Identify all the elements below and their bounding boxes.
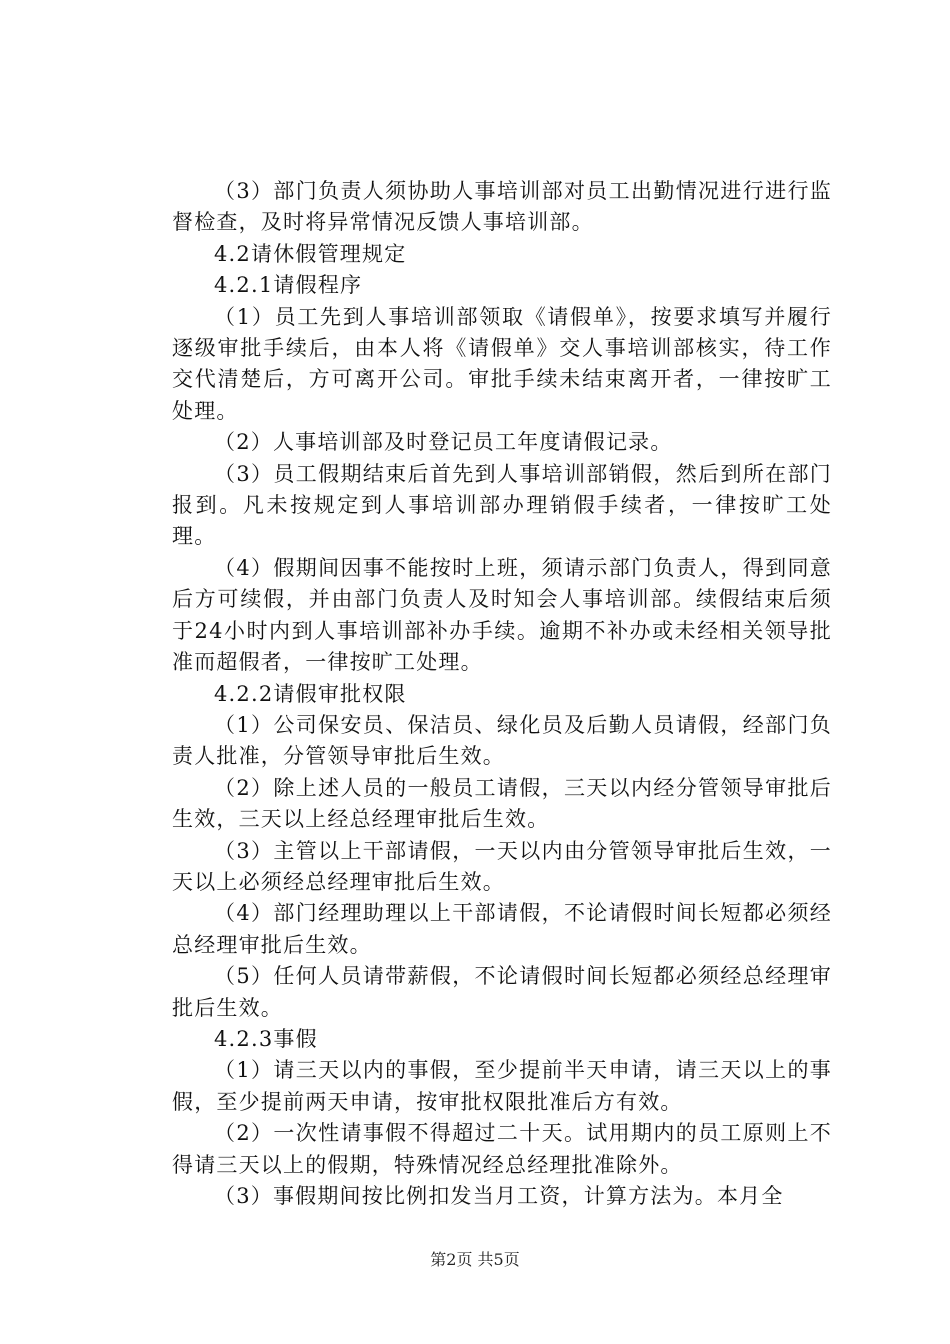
section-heading: 4.2请休假管理规定: [214, 241, 407, 266]
paragraph: （3）事假期间按比例扣发当月工资，计算方法为。本月全: [214, 1184, 784, 1208]
paragraph: （5）任何人员请带薪假，不论请假时间长短都必须经总经理审批后生效。: [172, 964, 832, 1020]
paragraph: （1）请三天以内的事假，至少提前半天申请，请三天以上的事假，至少提前两天申请，按审批权限批准后方有效。: [172, 1058, 832, 1114]
paragraph: （4）假期间因事不能按时上班，须请示部门负责人，得到同意后方可续假，并由部门负责人及时知会人事培训部。续假结束后须于24小时内到人事培训部补办手续。逾期不补办或未经相关领导批准而超假者，一律按旷工处理。: [172, 555, 832, 675]
page-number-footer: 第2页 共5页: [430, 1250, 520, 1269]
paragraph: （1）公司保安员、保洁员、绿化员及后勤人员请假，经部门负责人批准，分管领导审批后生效。: [172, 712, 832, 769]
paragraph: （3）部门负责人须协助人事培训部对员工出勤情况进行进行监督检查，及时将异常情况反馈人事培训部。: [172, 179, 832, 235]
paragraph: （1）员工先到人事培训部领取《请假单》，按要求填写并履行逐级审批手续后，由本人将《请假单》交人事培训部核实，待工作交代清楚后，方可离开公司。审批手续未结束离开者，一律按旷工处理。: [172, 304, 832, 423]
paragraph: （2）人事培训部及时登记员工年度请假记录。: [214, 430, 673, 455]
paragraph: （2）除上述人员的一般员工请假，三天以内经分管领导审批后生效，三天以上经总经理审批后生效。: [172, 775, 832, 832]
paragraph: （4）部门经理助理以上干部请假，不论请假时间长短都必须经总经理审批后生效。: [172, 901, 832, 957]
paragraph: （3）主管以上干部请假，一天以内由分管领导审批后生效，一天以上必须经总经理审批后生效。: [172, 838, 832, 894]
subsection-heading: 4.2.1请假程序: [214, 273, 363, 298]
paragraph: （2）一次性请事假不得超过二十天。试用期内的员工原则上不得请三天以上的假期，特殊情况经总经理批准除外。: [172, 1121, 832, 1177]
subsection-heading: 4.2.3事假: [214, 1026, 318, 1051]
subsection-heading: 4.2.2请假审批权限: [214, 681, 407, 706]
document-body: [172, 176, 832, 1212]
paragraph: （3）员工假期结束后首先到人事培训部销假，然后到所在部门报到。凡未按规定到人事培训部办理销假手续者，一律按旷工处理。: [172, 461, 832, 549]
